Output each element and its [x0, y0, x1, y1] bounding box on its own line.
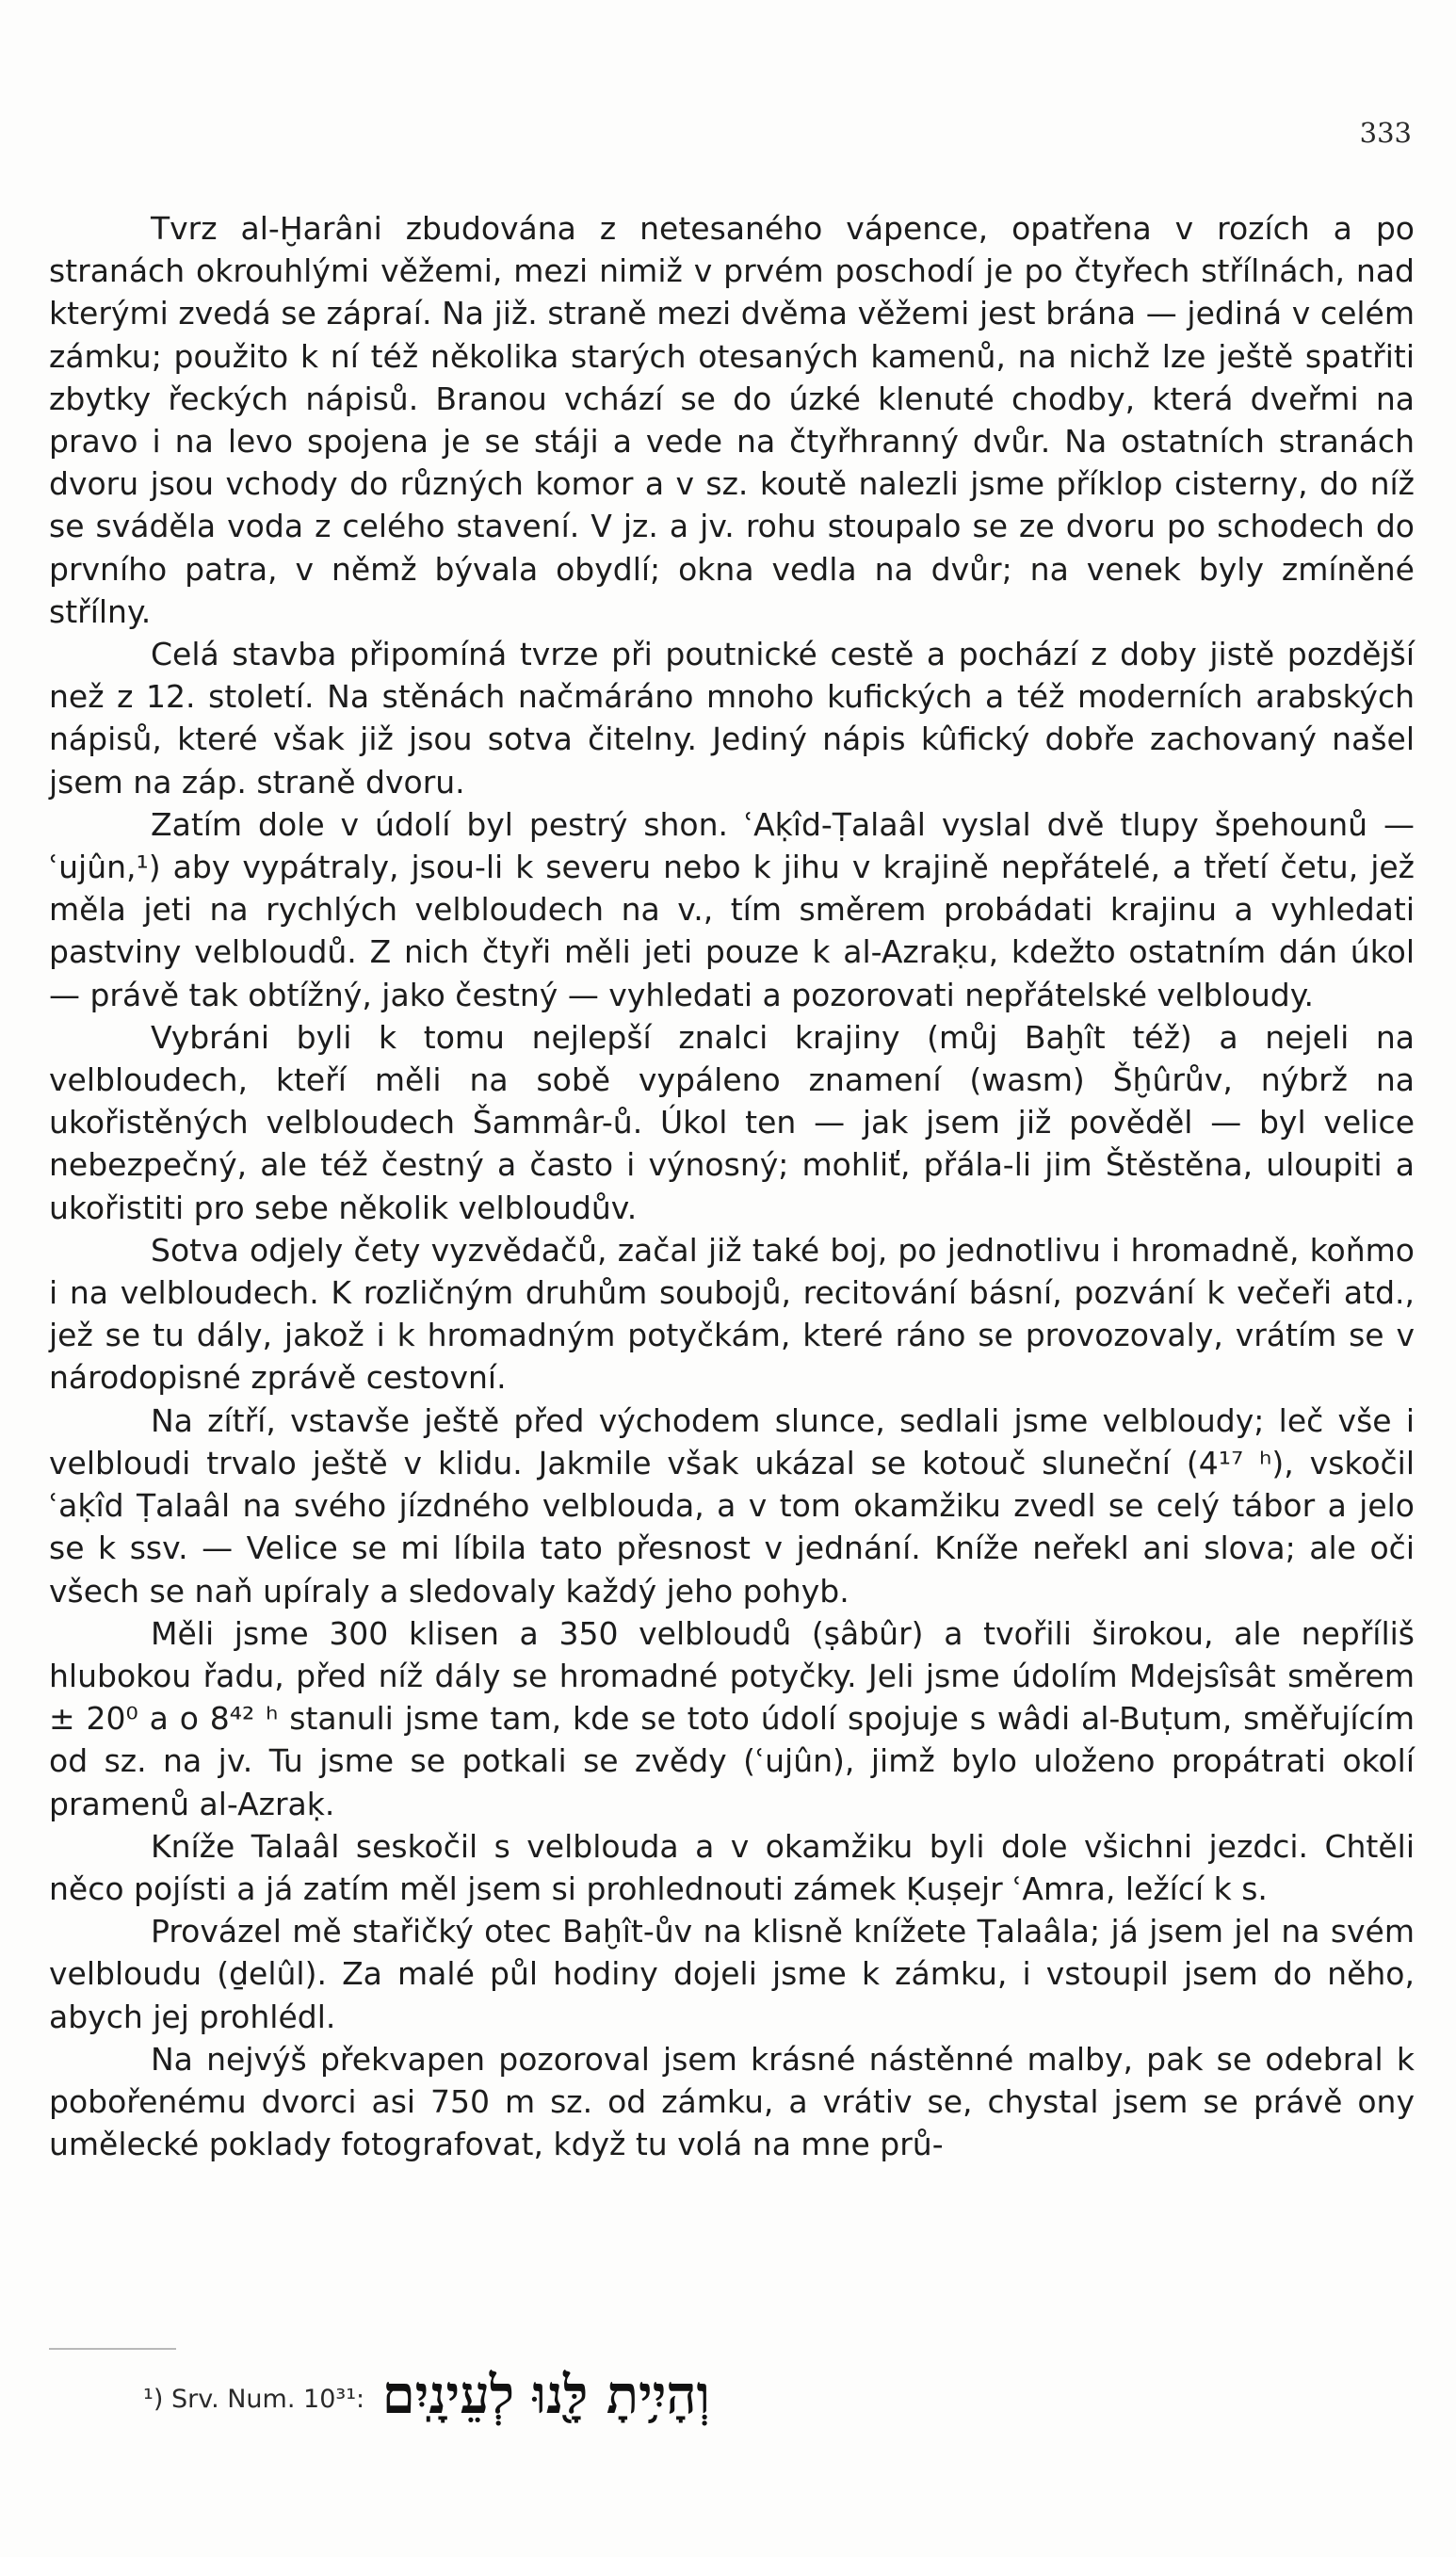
- paragraph: Na nejvýš překvapen pozoroval jsem krásné nástěnné malby, pak se odebral k pobořenému dvorci asi 750 m sz. od zámku, a vrátiv se, chystal jsem se právě ony umělecké poklady fotografovat, když tu volá na mne prů-: [49, 2040, 1415, 2163]
- paragraph: Kníže Talaâl seskočil s velblouda a v okamžiku byli dole všichni jezdci. Chtěli něco pojísti a já zatím měl jsem si prohlednouti zámek Ḳuṣejr ʿAmra, ležící k s.: [49, 1827, 1415, 1907]
- footnote-text: Srv. Num. 10³¹:: [170, 2385, 365, 2414]
- footnote-marker: ¹): [143, 2385, 164, 2414]
- paragraph: Tvrz al-Ḫarâni zbudována z netesaného vápence, opatřena v rozích a po stranách okrouhlými věžemi, mezi nimiž v prvém poschodí je po čtyřech střílnách, nad kterými zvedá se zápraí. Na již. straně mezi dvěma věžemi jest brána — jediná v celém zámku; použito k ní též několika starých otesaných kamenů, na nichž lze ještě spatřiti zbytky řeckých nápisů. Branou vchází se do úzké klenuté chodby, která dveřmi na pravo i na levo spojena je se stáji a vede na čtyřhranný dvůr. Na ostatních stranách dvoru jsou vchody do různých komor a v sz. koutě nalezli jsme příklop cisterny, do níž se sváděla voda z celého stavení. V jz. a jv. rohu stoupalo se ze dvoru po schodech do prvního patra, v němž bývala obydlí; okna vedla na dvůr; na venek byly zmíněné střílny.: [49, 210, 1415, 630]
- body-text: [49, 207, 1415, 2165]
- paragraph: Zatím dole v údolí byl pestrý shon. ʿAḳîd-Ṭalaâl vyslal dvě tlupy špehounů — ʿujûn,¹) aby vypátraly, jsou-li k severu nebo k jihu v krajině nepřátelé, a třetí četu, jež měla jeti na rychlých velbloudech na v., tím směrem probádati krajinu a vyhledati pastviny velbloudů. Z nich čtyři měli jeti pouze k al-Azraḳu, kdežto ostatním dán úkol — právě tak obtížný, jako čestný — vyhledati a pozorovati nepřátelské velbloudy.: [49, 805, 1415, 1013]
- page-number: 333: [1359, 117, 1412, 149]
- paragraph: Vybráni byli k tomu nejlepší znalci krajiny (můj Baḫît též) a nejeli na velbloudech, kteří měli na sobě vypáleno znamení (wasm) Šḫûrův, nýbrž na ukořistěných velbloudech Šammâr-ů. Úkol ten — jak jsem již pověděl — byl velice nebezpečný, ale též čestný a často i výnosný; mohliť, přála-li jim Štěstěna, uloupiti a ukořistiti pro sebe několik velbloudův.: [49, 1018, 1415, 1226]
- paragraph: Na zítří, vstavše ještě před východem slunce, sedlali jsme velbloudy; leč vše i velbloudi trvalo ještě v klidu. Jakmile však ukázal se kotouč sluneční (4¹⁷ ʰ), vskočil ʿaḳîd Ṭalaâl na svého jízdného velblouda, a v tom okamžiku zvedl se celý tábor a jelo se k ssv. — Velice se mi líbila tato přesnost v jednání. Kníže neřekl ani slova; ale oči všech se naň upíraly a sledovaly každý jeho pohyb.: [49, 1401, 1415, 1610]
- footnote: [143, 2364, 710, 2426]
- footnote-separator: [49, 2348, 176, 2350]
- paragraph: Celá stavba připomíná tvrze při poutnické cestě a pochází z doby jistě pozdější než z 12. století. Na stěnách načmáráno mnoho kufických a též moderních arabských nápisů, které však již jsou sotva čitelny. Jediný nápis kûfický dobře zachovaný našel jsem na záp. straně dvoru.: [49, 636, 1415, 801]
- paragraph: Provázel mě stařičký otec Baḫît-ův na klisně knížete Ṭalaâla; já jsem jel na svém velbloudu (ḏelûl). Za malé půl hodiny dojeli jsme k zámku, i vstoupil jsem do něho, abych jej prohlédl.: [49, 1913, 1415, 2035]
- footnote-hebrew-quote: וְהָיִ֥יתָ לָּ֖נוּ לְעֵינָֽיִם: [381, 2364, 710, 2426]
- paragraph: Měli jsme 300 klisen a 350 velbloudů (ṣâbûr) a tvořili širokou, ale nepříliš hlubokou řadu, před níž dály se hromadné potyčky. Jeli jsme údolím Mdejsîsât směrem ± 20⁰ a o 8⁴² ʰ stanuli jsme tam, kde se toto údolí spojuje s wâdi al-Buṭum, směřujícím od sz. na jv. Tu jsme se potkali se zvědy (ʿujûn), jimž bylo uloženo propátrati okolí pramenů al-Azraḳ.: [49, 1614, 1415, 1822]
- paragraph: Sotva odjely čety vyzvědačů, začal již také boj, po jednotlivu i hromadně, koňmo i na velbloudech. K rozličným druhům soubojů, recitování básní, pozvání k večeři atd., jež se tu dály, jakož i k hromadným potyčkám, které ráno se provozovaly, vrátím se v národopisné zprávě cestovní.: [49, 1231, 1415, 1397]
